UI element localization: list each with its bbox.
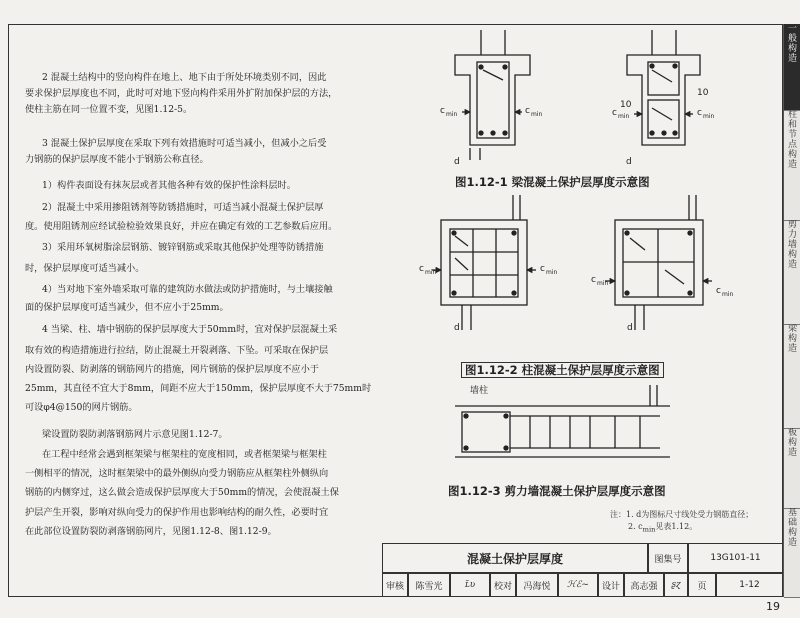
title-block (382, 543, 783, 597)
column-section-right (605, 195, 712, 330)
cmin-label: c (540, 264, 545, 274)
atlas-no-label: 图集号 (648, 543, 688, 573)
cmin-subscript: min (703, 113, 715, 120)
paragraph-line: 要求保护层厚度也不同，此时可对地下竖向构件采用外扩附加保护层的方法， (25, 88, 338, 99)
dim-10-label: 10 (697, 88, 709, 98)
paragraph-line: 使柱主筋在同一位置不变，见图1.12-5。 (25, 104, 193, 115)
paragraph-line: 4）当对地下室外墙采取可靠的建筑防水做法或防护措施时，与土壤接触 (42, 284, 333, 295)
d-label: d (626, 157, 632, 167)
figure-note-2 (628, 521, 697, 536)
spine-label: 基础构造 (787, 508, 797, 548)
reviewer-name: 陈雪光 (408, 573, 450, 597)
reviewer-signature: ʟ̃ʋ (450, 573, 490, 597)
paragraph-line: 2）混凝土中采用掺阻锈剂等防锈措施时，可适当减小混凝土保护层厚 (42, 202, 324, 213)
design-label: 设计 (598, 573, 624, 597)
review-label: 审核 (382, 573, 408, 597)
cmin-subscript: min (546, 269, 558, 276)
designer-name: 高志强 (624, 573, 664, 597)
paragraph-line: 钢筋的内侧穿过，这么做会造成保护层厚度大于50mm的情况，会使混凝土保 (25, 487, 339, 498)
paragraph-line: 3）采用环氧树脂涂层钢筋、镀锌钢筋或采取其他保护处理等防锈措施 (42, 242, 324, 253)
page-code: 1-12 (716, 573, 783, 597)
paragraph-line: 在工程中经常会遇到框架梁与框架柱的宽度相同，或者框架梁与框架柱 (42, 449, 327, 460)
paragraph-line: 2 混凝土结构中的竖向构件在地上、地下由于所处环境类别不同，因此 (42, 72, 327, 83)
figure-caption-beam (455, 174, 650, 190)
note-subscript: min (642, 525, 656, 534)
spine-label: 剪力墙构造 (787, 220, 797, 270)
paragraph-line: 一侧相平的情况，这时框架梁中的最外侧纵向受力钢筋应从框架柱外侧纵向 (25, 468, 329, 479)
cmin-label: c (440, 106, 445, 116)
cmin-label: c (716, 286, 721, 296)
note-text: 2. c (628, 522, 643, 531)
page-number: 19 (766, 600, 780, 613)
checker-signature: ℋℰ~ (558, 573, 598, 597)
atlas-no-value: 13G101-11 (688, 543, 783, 573)
d-label: d (454, 157, 460, 167)
cmin-label: c (697, 108, 702, 118)
caption-text: 图1.12-3 剪力墙混凝土保护层厚度示意图 (448, 484, 666, 498)
paragraph-line: 3 混凝土保护层厚度在采取下列有效措施时可适当减小，但减小之后受 (42, 138, 327, 149)
cmin-label: c (419, 264, 424, 274)
cmin-label: c (591, 275, 596, 285)
beam-section-left (455, 30, 530, 160)
spine-label: 板构造 (787, 428, 797, 458)
cmin-subscript: min (597, 280, 609, 287)
spine-label: 柱和节点构造 (787, 110, 797, 170)
note-text: 见表1.12。 (655, 522, 698, 531)
column-section-left (432, 195, 536, 330)
wall-column-label: 墙柱 (470, 386, 489, 396)
paragraph-line: 可设φ4@150的网片钢筋。 (25, 402, 138, 413)
drawing-title: 混凝土保护层厚度 (382, 543, 648, 573)
d-label: d (627, 323, 633, 333)
beam-section-right (627, 30, 700, 145)
caption-text: 图1.12-2 柱混凝土保护层厚度示意图 (461, 362, 664, 378)
figure-note-1: 注：1. d为图标尺寸线处受力钢筋直径； (610, 510, 754, 519)
paragraph-line: 25mm，其直径不宜大于8mm，间距不应大于150mm，保护层厚度不大于75mm时 (25, 383, 372, 394)
paragraph-line: 度。使用阻锈剂应经试验检验效果良好，并应在确定有效的工艺参数后应用。 (25, 221, 338, 232)
cmin-subscript: min (531, 111, 543, 118)
spine-label: 一般构造 (787, 24, 797, 64)
cmin-subscript: min (722, 291, 734, 298)
figure-caption-shear-wall (448, 483, 666, 499)
spine-label: 梁构造 (787, 324, 797, 354)
paragraph-line: 时，保护层厚度可适当减小。 (25, 263, 145, 274)
paragraph-line: 在此部位设置防裂防剥落钢筋网片，见图1.12-8、图1.12-9。 (25, 526, 277, 537)
paragraph-line: 力钢筋的保护层厚度不能小于钢筋公称直径。 (25, 154, 209, 165)
paragraph-line: 内设置防裂、防剥落的钢筋网片的措施，网片钢筋的保护层厚度不应小于 (25, 364, 319, 375)
caption-text: 图1.12-1 梁混凝土保护层厚度示意图 (455, 175, 650, 189)
d-label: d (454, 323, 460, 333)
paragraph-line: 面的保护层厚度可适当减少，但不应小于25mm。 (25, 302, 229, 313)
paragraph-line: 取有效的构造措施进行拉结，防止混凝土开裂剥落、下坠。可采取在保护层 (25, 345, 329, 356)
designer-signature: ʂɀ (664, 573, 688, 597)
checker-name: 冯海悦 (516, 573, 558, 597)
cmin-label: c (525, 106, 530, 116)
cmin-subscript: min (425, 269, 437, 276)
paragraph-line: 护层产生开裂，影响对纵向受力的保护作用也影响结构的耐久性，必要时宜 (25, 507, 329, 518)
figure-caption-column (461, 362, 664, 378)
check-label: 校对 (490, 573, 516, 597)
paragraph-line: 梁设置防裂防剥落钢筋网片示意见图1.12-7。 (42, 429, 228, 440)
page-label: 页 (688, 573, 716, 597)
cmin-label: c (612, 108, 617, 118)
cmin-subscript: min (618, 113, 630, 120)
paragraph-line: 1）构件表面设有抹灰层或者其他各种有效的保护性涂料层时。 (42, 180, 296, 191)
paragraph-line: 4 当梁、柱、墙中钢筋的保护层厚度大于50mm时，宜对保护层混凝土采 (42, 324, 338, 335)
dim-10-label: 10 (620, 100, 632, 110)
cmin-subscript: min (446, 111, 458, 118)
